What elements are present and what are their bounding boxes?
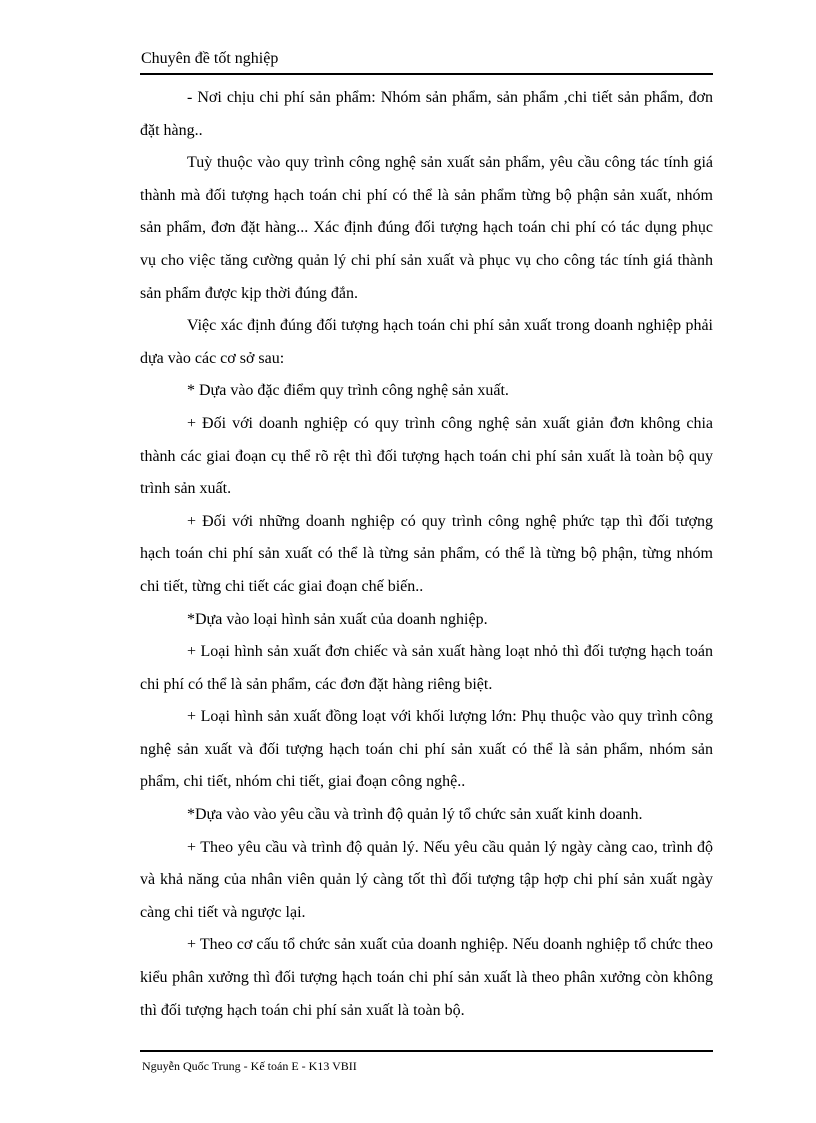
paragraph-management-requirements: *Dựa vào vào yêu cầu và trình độ quản lý tổ chức sản xuất kinh doanh.: [187, 806, 643, 824]
paragraph-cost-bearer: - Nơi chịu chi phí sản phẩm: Nhóm sản phẩm, sản phẩm ,chi tiết sản phẩm, đơn đặt hàng..: [140, 89, 713, 139]
paragraph-mass-production: + Loại hình sản xuất đồng loạt với khối lượng lớn: Phụ thuộc vào quy trình công nghệ sản xuất và đối tượng hạch toán chi phí sản xuất có thể là sản phẩm, nhóm sản phẩm, chi tiết, nhóm chi tiết, giai đoạn công nghệ..: [140, 708, 713, 791]
paragraph-simple-process: + Đối với doanh nghiệp có quy trình công nghệ sản xuất giản đơn không chia thành các giai đoạn cụ thể rõ rệt thì đối tượng hạch toán chi phí sản xuất là toàn bộ quy trình sản xuất.: [140, 414, 713, 498]
paragraph-determination-basis: Việc xác định đúng đối tượng hạch toán chi phí sản xuất trong doanh nghiệp phải dựa vào các cơ sở sau:: [140, 317, 713, 367]
paragraph-organization-structure: + Theo cơ cấu tổ chức sản xuất của doanh nghiệp. Nếu doanh nghiệp tổ chức theo kiểu phân xưởng thì đối tượng hạch toán chi phí sản xuất là theo phân xưởng còn không thì đối tượng hạch toán chi phí sản xuất là toàn bộ.: [140, 936, 713, 1019]
page-footer: [140, 1050, 713, 1074]
page-header: [140, 48, 713, 75]
footer-rule: [140, 1050, 713, 1052]
footer-author: Nguyễn Quốc Trung - Kế toán E - K13 VBII: [142, 1059, 357, 1073]
paragraph-depending-on-process: Tuỳ thuộc vào quy trình công nghệ sản xuất sản phẩm, yêu cầu công tác tính giá thành mà đối tượng hạch toán chi phí có thể là sản phẩm từng bộ phận sản xuất, nhóm sản phẩm, đơn đặt hàng... Xác định đúng đối tượng hạch toán chi phí có tác dụng phục vụ cho việc tăng cường quản lý chi phí sản xuất và phục vụ cho công tác tính giá thành sản phẩm được kịp thời đúng đắn.: [140, 154, 713, 302]
header-rule: [140, 73, 713, 75]
paragraph-single-small-batch: + Loại hình sản xuất đơn chiếc và sản xuất hàng loạt nhỏ thì đối tượng hạch toán chi phí có thể là sản phẩm, các đơn đặt hàng riêng biệt.: [140, 643, 713, 693]
paragraph-process-characteristics: * Dựa vào đặc điểm quy trình công nghệ sản xuất.: [187, 382, 509, 400]
body-text: [140, 82, 713, 1027]
header-title: Chuyên đề tốt nghiệp: [141, 50, 279, 67]
paragraph-complex-process: + Đối với những doanh nghiệp có quy trình công nghệ phức tạp thì đối tượng hạch toán chi phí sản xuất có thể là từng sản phẩm, có thể là từng bộ phận, từng nhóm chi tiết, từng chi tiết các giai đoạn chế biến..: [140, 512, 713, 595]
paragraph-management-level: + Theo yêu cầu và trình độ quản lý. Nếu yêu cầu quản lý ngày càng cao, trình độ và khả năng của nhân viên quản lý càng tốt thì đối tượng tập hợp chi phí sản xuất ngày càng chi tiết và ngược lại.: [140, 838, 713, 921]
paragraph-production-type: *Dựa vào loại hình sản xuất của doanh nghiệp.: [187, 610, 488, 628]
